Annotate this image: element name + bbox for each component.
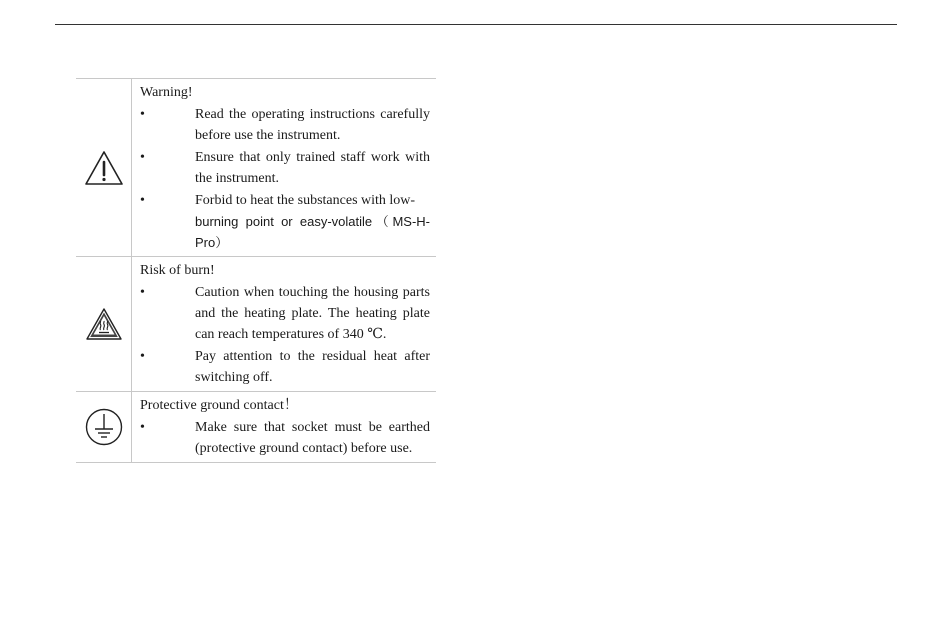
warning-triangle-icon	[84, 150, 124, 186]
bullet-item: • Ensure that only trained staff work with the instrument.	[195, 147, 430, 189]
icon-cell	[76, 257, 132, 392]
table-row	[76, 79, 436, 257]
bullet-text: • Forbid to heat the substances with low-	[195, 193, 416, 208]
hot-surface-icon	[85, 307, 123, 341]
text-cell	[132, 257, 437, 392]
header-rule	[55, 24, 897, 25]
icon-cell	[76, 79, 132, 257]
bullet-item: • Make sure that socket must be earthed (protective ground contact) before use.	[195, 417, 430, 459]
row-title: Risk of burn!	[140, 263, 215, 278]
table-row	[76, 257, 436, 392]
table-row	[76, 392, 436, 463]
bullet-item: • Read the operating instructions carefully before use the instrument.	[195, 104, 430, 146]
bullet-text-continued: burning point or easy-volatile（MS-H-Pro）	[195, 214, 430, 250]
text-cell	[132, 392, 437, 463]
bullet-item	[195, 190, 430, 253]
bullet-item: • Caution when touching the housing parts and the heating plate. The heating plate can reach temperatures of 340 ℃.	[195, 282, 430, 345]
icon-cell	[76, 392, 132, 463]
text-cell	[132, 79, 437, 257]
safety-instructions-table	[76, 78, 436, 463]
protective-ground-icon	[84, 407, 124, 447]
row-title: Protective ground contact！	[140, 398, 298, 413]
row-title: Warning!	[140, 85, 193, 100]
bullet-item: • Pay attention to the residual heat after switching off.	[195, 346, 430, 388]
